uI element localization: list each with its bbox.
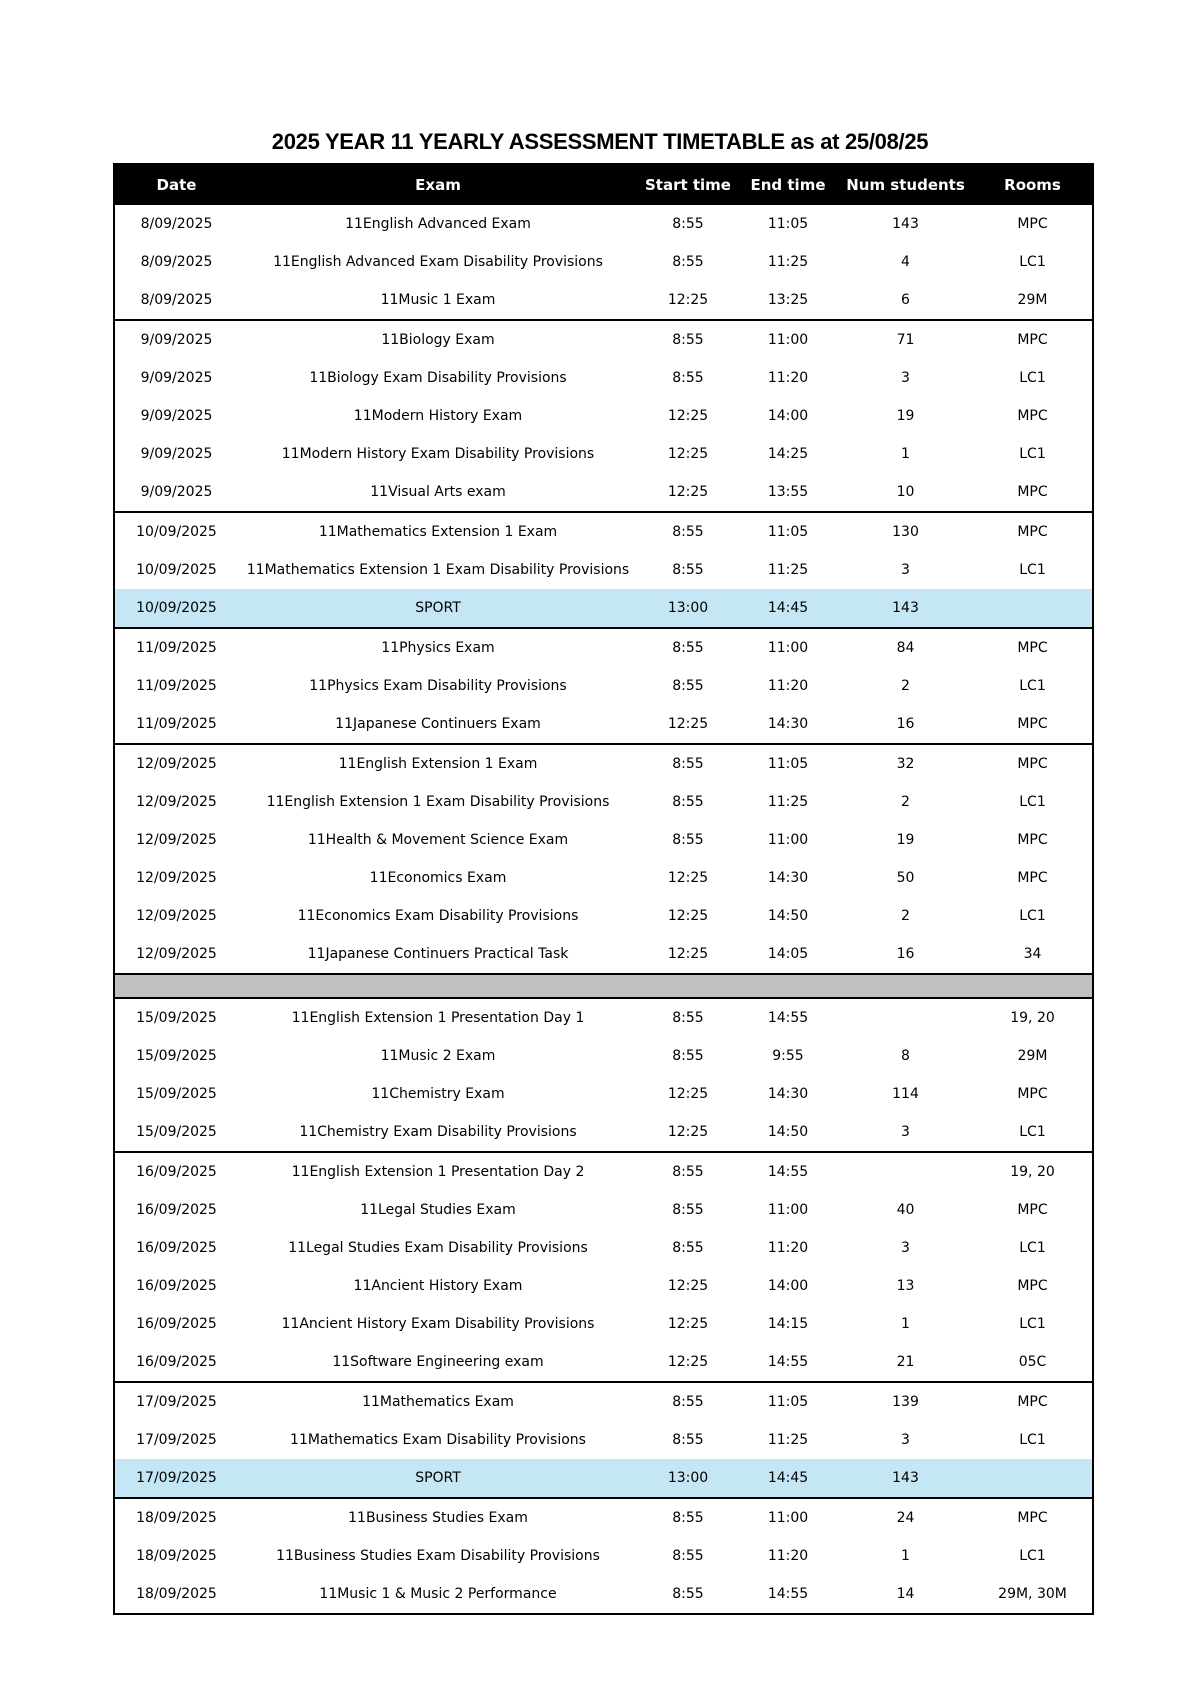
table-row	[114, 897, 1093, 935]
table-row	[114, 243, 1093, 281]
num-students-cell: 1	[901, 1548, 910, 1564]
table-row	[114, 281, 1093, 320]
start-time-cell: 12:25	[667, 292, 709, 308]
start-time-cell: 12:25	[667, 946, 709, 962]
end-time-cell: 14:55	[767, 1586, 809, 1602]
exam-cell: 11Software Engineering exam	[332, 1354, 544, 1370]
start-time-cell: 8:55	[672, 1048, 704, 1064]
exam-cell: 11Japanese Continuers Practical Task	[307, 946, 569, 962]
end-time-cell: 11:20	[767, 678, 809, 694]
table-row	[114, 1537, 1093, 1575]
num-students-cell: 130	[838, 512, 973, 551]
num-students-cell: 8	[901, 1048, 910, 1064]
date-cell: 15/09/2025	[136, 1124, 217, 1140]
table-row	[114, 667, 1093, 705]
exam-cell: 11Business Studies Exam Disability Provisions	[276, 1548, 600, 1564]
exam-cell: 11Business Studies Exam	[238, 1498, 638, 1537]
sport-row	[114, 589, 1093, 628]
rooms-cell: MPC	[1017, 1202, 1048, 1218]
num-students-cell: 19	[896, 832, 915, 848]
exam-cell: 11English Advanced Exam Disability Provisions	[273, 254, 603, 270]
exam-cell: 11Physics Exam Disability Provisions	[309, 678, 567, 694]
exam-cell: 11Music 1 Exam	[380, 292, 496, 308]
date-cell: 12/09/2025	[114, 744, 238, 783]
end-time-cell: 11:20	[767, 1240, 809, 1256]
num-students-cell: 143	[838, 589, 973, 628]
start-time-cell: 8:55	[672, 370, 704, 386]
rooms-cell: MPC	[1017, 1086, 1048, 1102]
num-students-cell: 40	[896, 1202, 915, 1218]
end-time-cell: 11:00	[738, 628, 838, 667]
table-row	[114, 1191, 1093, 1229]
date-cell: 15/09/2025	[136, 1010, 217, 1026]
start-time-cell: 8:55	[672, 794, 704, 810]
start-time-cell: 8:55	[672, 1586, 704, 1602]
end-time-cell: 13:25	[767, 292, 809, 308]
rooms-cell: MPC	[1017, 484, 1048, 500]
table-row	[114, 821, 1093, 859]
date-cell: 8/09/2025	[140, 216, 213, 232]
start-time-cell: 8:55	[638, 1382, 738, 1421]
table-row	[114, 1382, 1093, 1421]
end-time-cell: 14:55	[738, 1152, 838, 1191]
rooms-cell: MPC	[1017, 216, 1048, 232]
exam-cell: 11English Extension 1 Exam	[238, 744, 638, 783]
exam-cell: SPORT	[238, 1459, 638, 1498]
rooms-cell: MPC	[973, 512, 1093, 551]
num-students-cell: 1	[901, 446, 910, 462]
end-time-cell: 11:00	[767, 1202, 809, 1218]
start-time-cell: 12:25	[667, 716, 709, 732]
num-students-cell: 32	[838, 744, 973, 783]
num-students-cell	[838, 1152, 973, 1191]
date-cell: 9/09/2025	[140, 408, 213, 424]
rooms-cell: LC1	[1019, 1124, 1046, 1140]
table-row	[114, 359, 1093, 397]
exam-cell: 11English Advanced Exam	[345, 216, 531, 232]
start-time-cell: 8:55	[672, 216, 704, 232]
end-time-cell: 14:45	[738, 1459, 838, 1498]
table-row	[114, 205, 1093, 243]
num-students-cell: 21	[896, 1354, 915, 1370]
page-title: 2025 YEAR 11 YEARLY ASSESSMENT TIMETABLE as at 25/08/25	[271, 128, 929, 154]
end-time-cell: 14:30	[767, 1086, 809, 1102]
date-cell: 9/09/2025	[140, 370, 213, 386]
num-students-cell: 16	[896, 716, 915, 732]
start-time-cell: 12:25	[667, 908, 709, 924]
num-students-cell: 3	[901, 370, 910, 386]
table-row	[114, 512, 1093, 551]
exam-cell: 11Chemistry Exam	[371, 1086, 505, 1102]
end-time-cell: 11:05	[738, 744, 838, 783]
table-row	[114, 628, 1093, 667]
start-time-cell: 8:55	[638, 1152, 738, 1191]
table-row	[114, 1113, 1093, 1152]
start-time-cell: 12:25	[667, 408, 709, 424]
num-students-cell: 3	[901, 1240, 910, 1256]
end-time-cell: 14:55	[767, 1354, 809, 1370]
date-cell: 8/09/2025	[140, 292, 213, 308]
exam-cell: 11Music 2 Exam	[380, 1048, 496, 1064]
date-cell: 12/09/2025	[136, 794, 217, 810]
table-row	[114, 998, 1093, 1037]
rooms-cell: 19, 20	[973, 1152, 1093, 1191]
end-time-cell: 13:55	[767, 484, 809, 500]
exam-cell: 11Physics Exam	[238, 628, 638, 667]
exam-cell: 11Economics Exam	[369, 870, 507, 886]
rooms-cell: MPC	[1017, 832, 1048, 848]
start-time-cell: 12:25	[667, 1354, 709, 1370]
end-time-cell: 14:05	[767, 946, 809, 962]
table-row	[114, 744, 1093, 783]
date-cell: 16/09/2025	[114, 1152, 238, 1191]
table-row	[114, 705, 1093, 744]
end-time-cell: 11:25	[767, 562, 809, 578]
exam-cell: 11Legal Studies Exam Disability Provisions	[288, 1240, 588, 1256]
date-cell: 9/09/2025	[140, 446, 213, 462]
table-row	[114, 1498, 1093, 1537]
exam-cell: 11Mathematics Exam	[238, 1382, 638, 1421]
num-students-cell: 14	[896, 1586, 915, 1602]
end-time-cell: 14:55	[767, 1010, 809, 1026]
exam-cell: 11Mathematics Extension 1 Exam	[238, 512, 638, 551]
column-header-exam: Exam	[238, 164, 638, 205]
rooms-cell	[973, 1459, 1093, 1498]
exam-cell: 11Biology Exam	[238, 320, 638, 359]
exam-cell: 11English Extension 1 Presentation Day 2	[238, 1152, 638, 1191]
date-cell: 15/09/2025	[136, 1048, 217, 1064]
num-students-cell: 16	[896, 946, 915, 962]
table-row	[114, 783, 1093, 821]
table-row	[114, 1037, 1093, 1075]
start-time-cell: 8:55	[672, 254, 704, 270]
table-row	[114, 1075, 1093, 1113]
num-students-cell: 114	[892, 1086, 919, 1102]
date-cell: 11/09/2025	[136, 716, 217, 732]
table-row	[114, 859, 1093, 897]
end-time-cell: 14:30	[767, 870, 809, 886]
end-time-cell: 11:25	[767, 794, 809, 810]
date-cell: 18/09/2025	[114, 1498, 238, 1537]
num-students-cell: 24	[838, 1498, 973, 1537]
rooms-cell: LC1	[1019, 1432, 1046, 1448]
num-students-cell: 2	[901, 908, 910, 924]
date-cell: 10/09/2025	[136, 562, 217, 578]
table-row	[114, 1152, 1093, 1191]
num-students-cell: 19	[896, 408, 915, 424]
rooms-cell: 19, 20	[1010, 1010, 1055, 1026]
exam-cell: 11Ancient History Exam Disability Provisions	[281, 1316, 595, 1332]
start-time-cell: 8:55	[672, 1240, 704, 1256]
date-cell: 16/09/2025	[136, 1202, 217, 1218]
num-students-cell: 13	[896, 1278, 915, 1294]
date-cell: 16/09/2025	[136, 1240, 217, 1256]
start-time-cell: 12:25	[667, 1316, 709, 1332]
table-row	[114, 1305, 1093, 1343]
date-cell: 11/09/2025	[114, 628, 238, 667]
end-time-cell: 14:50	[767, 908, 809, 924]
weekend-divider-row	[114, 974, 1093, 998]
date-cell: 12/09/2025	[136, 870, 217, 886]
num-students-cell: 1	[901, 1316, 910, 1332]
rooms-cell: LC1	[1019, 1240, 1046, 1256]
num-students-cell: 10	[896, 484, 915, 500]
date-cell: 10/09/2025	[114, 512, 238, 551]
end-time-cell: 11:20	[767, 370, 809, 386]
start-time-cell: 8:55	[638, 1498, 738, 1537]
num-students-cell: 143	[838, 1459, 973, 1498]
date-cell: 17/09/2025	[114, 1459, 238, 1498]
end-time-cell: 11:05	[738, 512, 838, 551]
start-time-cell: 8:55	[672, 1010, 704, 1026]
table-row	[114, 397, 1093, 435]
table-row	[114, 1229, 1093, 1267]
exam-cell: 11Mathematics Exam Disability Provisions	[290, 1432, 586, 1448]
column-header-rooms: Rooms	[973, 164, 1093, 205]
date-cell: 17/09/2025	[114, 1382, 238, 1421]
divider-cell	[114, 974, 1093, 998]
table-row	[114, 1343, 1093, 1382]
rooms-cell: MPC	[1017, 716, 1048, 732]
rooms-cell: MPC	[1017, 1278, 1048, 1294]
exam-cell: 11English Extension 1 Presentation Day 1	[291, 1010, 585, 1026]
date-cell: 10/09/2025	[114, 589, 238, 628]
rooms-cell: LC1	[1019, 370, 1046, 386]
table-row	[114, 320, 1093, 359]
num-students-cell: 3	[901, 1124, 910, 1140]
start-time-cell: 8:55	[672, 562, 704, 578]
rooms-cell: MPC	[973, 744, 1093, 783]
rooms-cell: MPC	[973, 320, 1093, 359]
rooms-cell: 29M, 30M	[998, 1586, 1067, 1602]
date-cell: 18/09/2025	[136, 1586, 217, 1602]
exam-cell: 11Health & Movement Science Exam	[307, 832, 569, 848]
num-students-cell: 3	[901, 562, 910, 578]
num-students-cell: 6	[901, 292, 910, 308]
exam-cell: 11Music 1 & Music 2 Performance	[319, 1586, 557, 1602]
exam-cell: 11Economics Exam Disability Provisions	[297, 908, 579, 924]
column-header-start-time: Start time	[638, 164, 738, 205]
end-time-cell: 11:25	[767, 1432, 809, 1448]
exam-cell: 11Visual Arts exam	[370, 484, 506, 500]
end-time-cell: 11:00	[738, 1498, 838, 1537]
table-row	[114, 1575, 1093, 1614]
date-cell: 16/09/2025	[136, 1354, 217, 1370]
num-students-cell: 3	[901, 1432, 910, 1448]
start-time-cell: 8:55	[638, 320, 738, 359]
rooms-cell: 05C	[1018, 1354, 1047, 1370]
date-cell: 11/09/2025	[136, 678, 217, 694]
start-time-cell: 8:55	[638, 512, 738, 551]
start-time-cell: 8:55	[638, 628, 738, 667]
rooms-cell: MPC	[973, 1382, 1093, 1421]
date-cell: 15/09/2025	[136, 1086, 217, 1102]
num-students-cell: 139	[838, 1382, 973, 1421]
end-time-cell: 14:45	[738, 589, 838, 628]
exam-cell: 11Modern History Exam Disability Provisions	[281, 446, 595, 462]
rooms-cell: LC1	[1019, 678, 1046, 694]
start-time-cell: 12:25	[667, 1086, 709, 1102]
start-time-cell: 12:25	[667, 1124, 709, 1140]
start-time-cell: 13:00	[638, 589, 738, 628]
num-students-cell: 2	[901, 794, 910, 810]
rooms-cell: LC1	[1019, 562, 1046, 578]
date-cell: 18/09/2025	[136, 1548, 217, 1564]
rooms-cell: MPC	[1017, 408, 1048, 424]
end-time-cell: 9:55	[772, 1048, 804, 1064]
end-time-cell: 14:50	[767, 1124, 809, 1140]
exam-cell: 11English Extension 1 Exam Disability Provisions	[266, 794, 610, 810]
date-cell: 16/09/2025	[136, 1316, 217, 1332]
rooms-cell	[973, 589, 1093, 628]
end-time-cell: 11:25	[767, 254, 809, 270]
rooms-cell: LC1	[1019, 908, 1046, 924]
date-cell: 9/09/2025	[140, 484, 213, 500]
exam-cell: 11Modern History Exam	[353, 408, 523, 424]
end-time-cell: 14:00	[767, 408, 809, 424]
end-time-cell: 14:30	[767, 716, 809, 732]
date-cell: 16/09/2025	[136, 1278, 217, 1294]
rooms-cell: LC1	[1019, 254, 1046, 270]
start-time-cell: 8:55	[672, 832, 704, 848]
exam-cell: 11Japanese Continuers Exam	[335, 716, 541, 732]
start-time-cell: 8:55	[672, 1548, 704, 1564]
num-students-cell: 84	[838, 628, 973, 667]
exam-cell: 11Ancient History Exam	[353, 1278, 523, 1294]
num-students-cell	[838, 998, 973, 1037]
rooms-cell: MPC	[973, 1498, 1093, 1537]
exam-cell: 11Chemistry Exam Disability Provisions	[299, 1124, 577, 1140]
end-time-cell: 11:20	[767, 1548, 809, 1564]
num-students-cell: 2	[901, 678, 910, 694]
end-time-cell: 11:00	[767, 832, 809, 848]
rooms-cell: MPC	[973, 628, 1093, 667]
end-time-cell: 11:00	[738, 320, 838, 359]
rooms-cell: MPC	[1017, 870, 1048, 886]
column-header-end-time: End time	[738, 164, 838, 205]
date-cell: 12/09/2025	[136, 946, 217, 962]
rooms-cell: 29M	[1017, 1048, 1048, 1064]
date-cell: 12/09/2025	[136, 832, 217, 848]
start-time-cell: 12:25	[667, 446, 709, 462]
table-row	[114, 1267, 1093, 1305]
start-time-cell: 12:25	[667, 870, 709, 886]
end-time-cell: 11:05	[767, 216, 809, 232]
date-cell: 8/09/2025	[140, 254, 213, 270]
num-students-cell: 50	[896, 870, 915, 886]
start-time-cell: 8:55	[672, 678, 704, 694]
table-row	[114, 435, 1093, 473]
start-time-cell: 12:25	[667, 484, 709, 500]
start-time-cell: 13:00	[638, 1459, 738, 1498]
start-time-cell: 8:55	[672, 1202, 704, 1218]
end-time-cell: 11:05	[738, 1382, 838, 1421]
date-cell: 12/09/2025	[136, 908, 217, 924]
table-row	[114, 1421, 1093, 1459]
rooms-cell: LC1	[1019, 446, 1046, 462]
exam-cell: SPORT	[238, 589, 638, 628]
start-time-cell: 8:55	[638, 744, 738, 783]
header-row	[114, 164, 1093, 205]
end-time-cell: 14:15	[767, 1316, 809, 1332]
exam-cell: 11Legal Studies Exam	[360, 1202, 516, 1218]
exam-cell: 11Mathematics Extension 1 Exam Disability Provisions	[246, 562, 630, 578]
end-time-cell: 14:25	[767, 446, 809, 462]
table-row	[114, 551, 1093, 589]
table-row	[114, 935, 1093, 974]
table-row	[114, 473, 1093, 512]
start-time-cell: 8:55	[672, 1432, 704, 1448]
rooms-cell: 29M	[1017, 292, 1048, 308]
rooms-cell: LC1	[1019, 1548, 1046, 1564]
timetable	[113, 163, 1094, 1615]
date-cell: 17/09/2025	[136, 1432, 217, 1448]
num-students-cell: 71	[838, 320, 973, 359]
rooms-cell: LC1	[1019, 1316, 1046, 1332]
date-cell: 9/09/2025	[114, 320, 238, 359]
exam-cell: 11Biology Exam Disability Provisions	[309, 370, 567, 386]
start-time-cell: 12:25	[667, 1278, 709, 1294]
rooms-cell: 34	[1023, 946, 1042, 962]
column-header-date: Date	[114, 164, 238, 205]
end-time-cell: 14:00	[767, 1278, 809, 1294]
timetable-body	[114, 205, 1093, 1614]
rooms-cell: LC1	[1019, 794, 1046, 810]
sport-row	[114, 1459, 1093, 1498]
num-students-cell: 143	[892, 216, 919, 232]
num-students-cell: 4	[901, 254, 910, 270]
column-header-num-students: Num students	[838, 164, 973, 205]
